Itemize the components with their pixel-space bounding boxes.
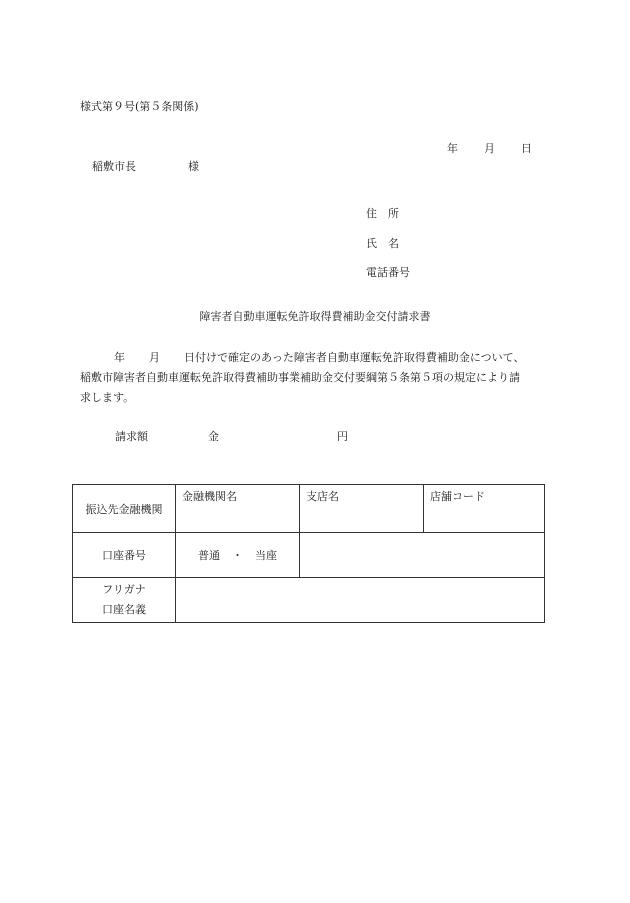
account-holder-row — [73, 578, 545, 623]
request-amount — [115, 428, 348, 444]
addressee-name: 稲敷市長 — [92, 160, 136, 173]
account-number-input[interactable] — [300, 533, 545, 578]
branch-header: 支店名 — [306, 490, 339, 503]
account-type-cell[interactable] — [176, 533, 300, 578]
body-month: 月 — [149, 351, 160, 364]
furigana-label: フリガナ — [102, 583, 146, 596]
branch-code-header: 店舗コード — [430, 490, 485, 503]
applicant-name-label: 氏 名 — [366, 237, 399, 250]
body-year: 年 — [114, 351, 125, 364]
body-line-1-rest: 日付けで確定のあった障害者自動車運転免許取得費補助金について、 — [184, 351, 525, 364]
body-line-1 — [80, 348, 550, 368]
date-day-label: 日 — [521, 142, 532, 155]
addressee — [92, 158, 199, 174]
date-line — [447, 140, 532, 156]
applicant-phone-label: 電話番号 — [366, 266, 410, 279]
amount-label: 請求額 — [115, 430, 148, 443]
body-line-2: 稲敷市障害者自動車運転免許取得費補助事業補助金交付要綱第５条第５項の規定により請 — [80, 371, 520, 384]
bank-transfer-table — [72, 484, 545, 623]
account-holder-label-cell — [73, 578, 176, 623]
addressee-honorific: 様 — [188, 160, 199, 173]
bank-label: 振込先金融機関 — [73, 485, 176, 533]
date-year-label: 年 — [447, 142, 458, 155]
request-body — [80, 348, 550, 408]
account-type-checking[interactable]: 当座 — [255, 549, 277, 562]
account-number-row — [73, 533, 545, 578]
account-holder-label: 口座名義 — [102, 603, 146, 616]
date-month-label: 月 — [484, 142, 495, 155]
account-type-ordinary[interactable]: 普通 — [198, 549, 220, 562]
form-number: 様式第９号(第５条関係) — [80, 100, 199, 113]
account-number-label: 口座番号 — [73, 533, 176, 578]
bank-row — [73, 485, 545, 533]
document-title: 障害者自動車運転免許取得費補助金交付請求書 — [199, 310, 431, 323]
branch-cell[interactable] — [300, 485, 424, 533]
bank-name-header: 金融機関名 — [182, 490, 237, 503]
body-line-3: 求します。 — [80, 391, 135, 404]
branch-code-cell[interactable] — [424, 485, 545, 533]
bank-name-cell[interactable] — [176, 485, 300, 533]
account-type-separator: ・ — [232, 549, 243, 562]
amount-unit: 円 — [337, 430, 348, 443]
applicant-address-label: 住 所 — [366, 207, 399, 220]
amount-prefix: 金 — [208, 430, 219, 443]
account-holder-input[interactable] — [176, 578, 545, 623]
